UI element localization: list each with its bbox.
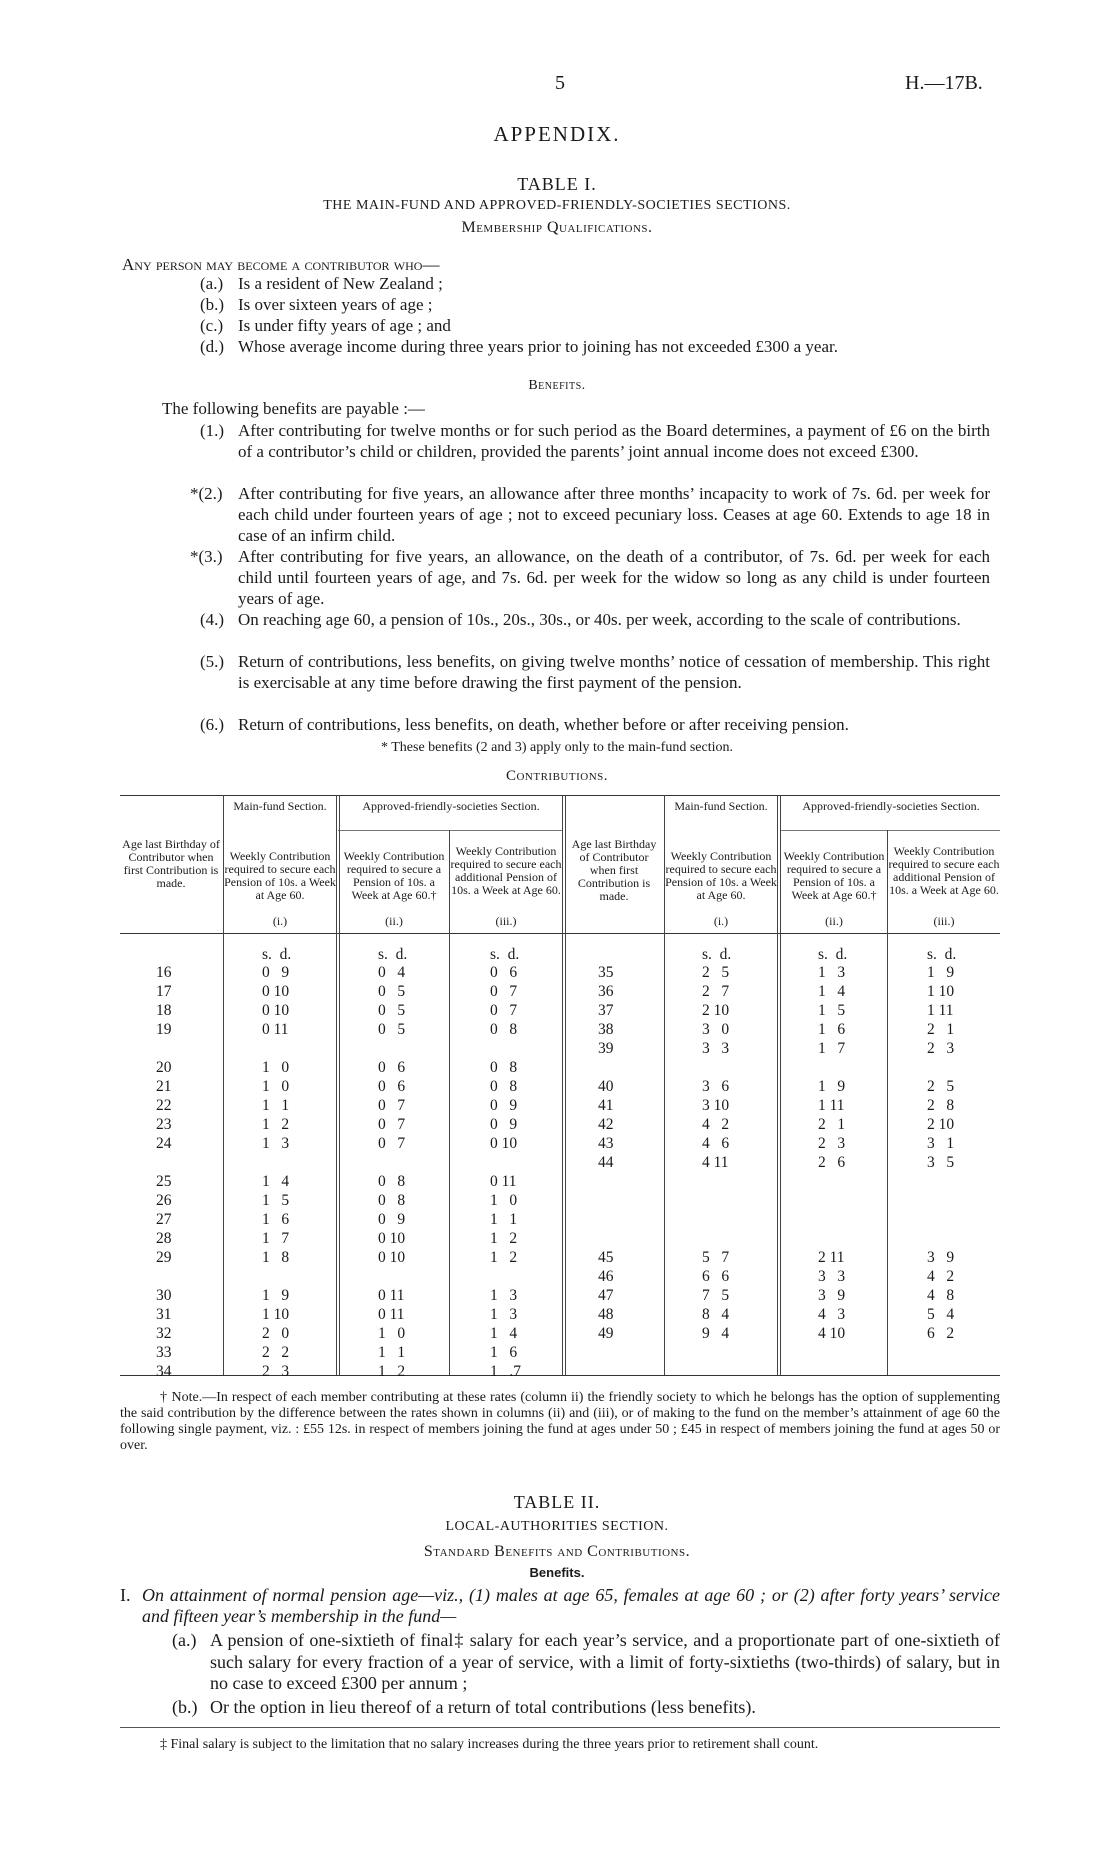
qualification-b: (b.) Is over sixteen years of age ; (200, 295, 433, 314)
footnote-rule (120, 1727, 1000, 1728)
approved-group-rule-left (338, 830, 562, 831)
column-iii-header-right: Weekly Contribution required to secure each additional Pension of 10s. a Week at Age 60. (888, 844, 1000, 897)
table-top-rule (120, 795, 1000, 796)
column-ii-values-left: 0 4 0 5 0 5 0 5 0 6 0 6 0 7 0 7 0 7 0 8 0 8 0 9 0 10 0 10 0 11 0 11 1 0 1 1 1 2 (378, 964, 406, 1380)
contributions-heading: Contributions. (505, 768, 609, 784)
benefit-4: (4.) On reaching age 60, a pension of 10s., 20s., 30s., or 40s. per week, according to the scale of contributions. (200, 610, 961, 629)
column-iii-number: (iii.) (495, 914, 517, 928)
benefit-1: (1.) After contributing for twelve months or for such period as the Board determines, a payment of £6 on the birth of a contributor’s child or children, provided the parents’ joint annual income does not exceed £300. (200, 421, 990, 461)
qualification-c: (c.) Is under fifty years of age ; and (200, 316, 451, 335)
column-rule (449, 830, 450, 1375)
approved-group-header: Approved-friendly-societies Section. (362, 799, 540, 813)
benefit-5: (5.) Return of contributions, less benefits, on giving twelve months’ notice of cessation of membership. This right is exercisable at any time before drawing the first payment of the pension. (200, 652, 990, 692)
table-1-footnote: † Note.—In respect of each member contributing at these rates (column ii) the friendly society to which he belongs has the option of supplementing the said contribution by the difference between the rates shown in columns (ii) and (iii), or of making to the fund on the member’s attainment of age 60 the following single payment, viz. : £55 12s. in respect of members joining the fund at ages under 50 ; £45 in respect of members joining the fund at ages 50 or over. (120, 1390, 1000, 1453)
benefits-footnote: * These benefits (2 and 3) apply only to the main-fund section. (381, 740, 733, 755)
age-column-header-right: Age last Birthday of Contributor when first Contribution is made. (571, 837, 657, 903)
main-fund-group-header: Main-fund Section. (233, 799, 327, 813)
benefit-2: *(2.) After contributing for five years, an allowance after three months’ incapacity to work of 7s. 6d. per week for each child under fourteen years of age ; not to exceed pecuniary loss. Ceases at age 60. Extends to age 18 in case of an infirm child. (190, 484, 990, 545)
ages-column-right: 35 36 37 38 39 40 41 42 43 44 45 46 47 48 49 (598, 964, 614, 1342)
approved-group-rule-right (780, 830, 1000, 831)
table-2-footnote: ‡ Final salary is subject to the limitation that no salary increases during the three years prior to retirement shall count. (160, 1737, 819, 1752)
units-label: s. d. (818, 946, 848, 963)
table-2-subtitle: LOCAL-AUTHORITIES SECTION. (445, 1519, 669, 1534)
column-rule (336, 795, 337, 1375)
column-i-values-left: 0 9 0 10 0 10 0 11 1 0 1 0 1 1 1 2 1 3 1 4 1 5 1 6 1 7 1 8 1 9 1 10 2 0 2 2 2 3 (262, 964, 290, 1380)
units-label: s. d. (490, 946, 520, 963)
membership-qualifications-heading: Membership Qualifications. (461, 219, 653, 236)
column-i-header: Weekly Contribution required to secure each Pension of 10s. a Week at Age 60. (224, 849, 336, 902)
table-2-heading: Standard Benefits and Contributions. (423, 1543, 691, 1560)
table-header-rule (120, 933, 1000, 934)
table-1-subtitle: THE MAIN-FUND AND APPROVED-FRIENDLY-SOCIETIES SECTIONS. (323, 198, 791, 213)
table-2-item-I: I. On attainment of normal pension age—viz., (1) males at age 65, females at age 60 ; or (2) after forty years’ service and fifteen year’s membership in the fund— (120, 1585, 1000, 1626)
units-label: s. d. (927, 946, 957, 963)
document-reference: H.—17B. (905, 72, 983, 94)
main-fund-group-header-right: Main-fund Section. (674, 799, 768, 813)
column-iii-values-right: 1 9 1 10 1 11 2 1 2 3 2 5 2 8 2 10 3 1 3 5 3 9 4 2 4 8 5 4 6 2 (927, 964, 955, 1342)
units-label: s. d. (378, 946, 408, 963)
column-rule (562, 795, 563, 1375)
table-bottom-rule (120, 1375, 1000, 1376)
column-iii-header: Weekly Contribution required to secure each additional Pension of 10s. a Week at Age 60. (450, 844, 562, 897)
column-rule (777, 795, 778, 1375)
column-iii-number-right: (iii.) (933, 914, 955, 928)
table-2-benefits-label: Benefits. (529, 1565, 585, 1580)
qualification-a: (a.) Is a resident of New Zealand ; (200, 274, 443, 293)
benefits-heading: Benefits. (528, 378, 586, 393)
column-ii-header: Weekly Contribution required to secure a Pension of 10s. a Week at Age 60.† (343, 849, 445, 902)
approved-group-header-right: Approved-friendly-societies Section. (802, 799, 980, 813)
table-2-item-a: (a.) A pension of one-sixtieth of final‡ salary for each year’s service, and a proportionate part of one-sixtieth of such salary for every fraction of a year of service, with a limit of forty-sixtieths (two-thirds) of salary, but in no case to exceed £300 per annum ; (172, 1630, 1000, 1693)
appendix-title: APPENDIX. (493, 122, 621, 146)
qualification-d: (d.) Whose average income during three years prior to joining has not exceeded £300 a year. (200, 337, 838, 356)
units-label: s. d. (702, 946, 732, 963)
column-ii-number: (ii.) (385, 914, 403, 928)
column-rule (887, 830, 888, 1375)
table-2-title: TABLE II. (513, 1492, 601, 1512)
column-ii-values-right: 1 3 1 4 1 5 1 6 1 7 1 9 1 11 2 1 2 3 2 6 2 11 3 3 3 9 4 3 4 10 (818, 964, 846, 1342)
column-iii-values-left: 0 6 0 7 0 7 0 8 0 8 0 8 0 9 0 9 0 10 0 11 1 0 1 1 1 2 1 2 1 3 1 3 1 4 1 6 1 .7 (490, 964, 521, 1380)
units-label: s. d. (262, 946, 292, 963)
page-number: 5 (555, 72, 565, 94)
column-i-header-right: Weekly Contribution required to secure each Pension of 10s. a Week at Age 60. (665, 849, 777, 902)
column-ii-number-right: (ii.) (825, 914, 843, 928)
column-i-number: (i.) (272, 914, 288, 928)
benefit-3: *(3.) After contributing for five years, an allowance, on the death of a contributor, of 7s. 6d. per week for each child until fourteen years of age, and 7s. 6d. per week for the widow so long as any child is under fourteen years of age. (190, 547, 990, 608)
benefits-intro: The following benefits are payable :— (162, 399, 425, 418)
qualifications-intro: Any person may become a contributor who— (122, 255, 440, 274)
benefit-6: (6.) Return of contributions, less benefits, on death, whether before or after receiving pension. (200, 715, 849, 734)
age-column-header: Age last Birthday of Contributor when first Contribution is made. (122, 837, 220, 890)
column-ii-header-right: Weekly Contribution required to secure a Pension of 10s. a Week at Age 60.† (783, 849, 885, 902)
ages-column-left: 16 17 18 19 20 21 22 23 24 25 26 27 28 29 30 31 32 33 34 (156, 964, 172, 1380)
table-1-title: TABLE I. (517, 174, 597, 194)
table-2-item-b: (b.) Or the option in lieu thereof of a return of total contributions (less benefits). (172, 1697, 756, 1717)
column-i-values-right: 2 5 2 7 2 10 3 0 3 3 3 6 3 10 4 2 4 6 4 11 5 7 6 6 7 5 8 4 9 4 (702, 964, 730, 1342)
column-i-number-right: (i.) (713, 914, 729, 928)
